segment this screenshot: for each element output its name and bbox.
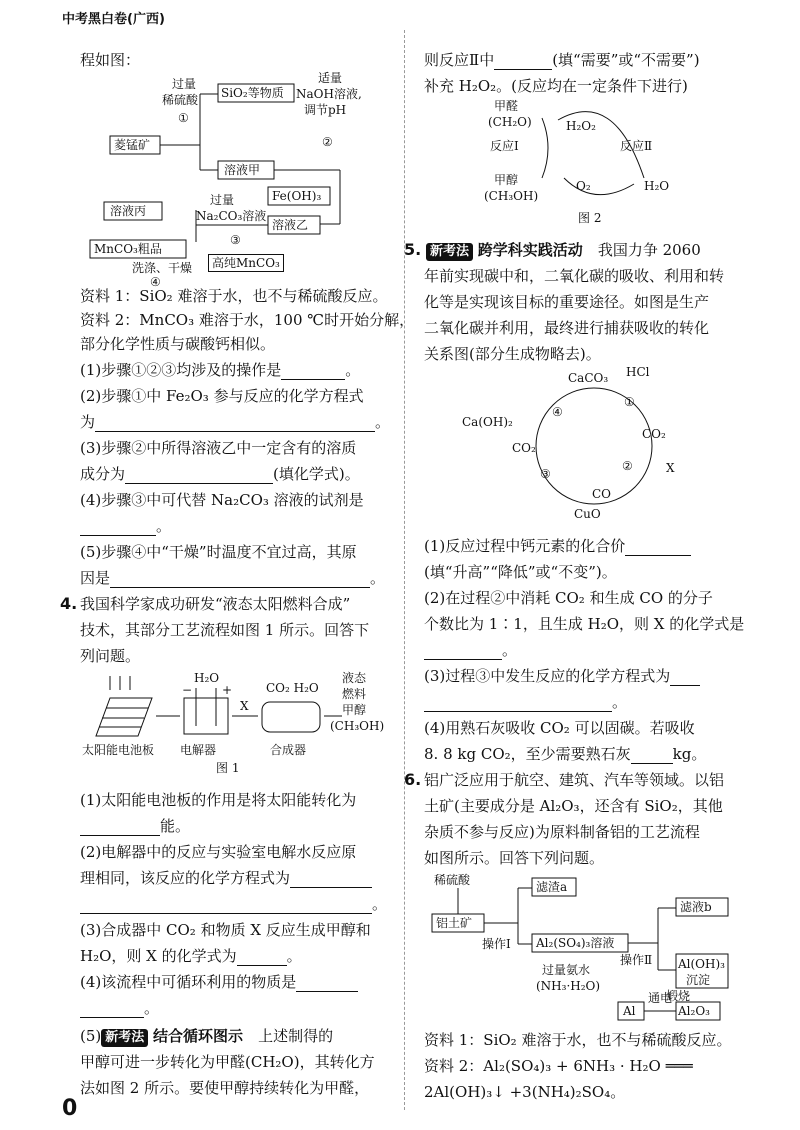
step4-marker: ④	[150, 275, 161, 289]
new-method-badge-2: 新考法	[426, 243, 473, 261]
column-divider	[404, 30, 405, 1110]
carbon-cycle-diagram	[462, 365, 714, 526]
question-5-number: 5.	[404, 240, 422, 259]
question-4-4-text: (4)该流程中可循环利用的物质是	[80, 973, 297, 991]
page-header: 中考黑白卷(广西)	[62, 12, 165, 27]
cycle-step1: ①	[624, 395, 635, 409]
reagent3-line1: 过量	[210, 193, 235, 207]
fig1-plus-label: +	[222, 683, 233, 697]
fig1-co2-label: CO₂ H₂O	[266, 681, 319, 695]
fig1-synth-label: 合成器	[270, 743, 307, 757]
question-4-1b	[80, 816, 190, 836]
pure-product-box: 高纯MnCO₃	[208, 254, 284, 272]
question-3-3a: (3)步骤②中所得溶液乙中一定含有的溶质	[80, 439, 357, 457]
question-4-stem-c: 列问题。	[80, 647, 141, 665]
flow3-ammonia2: (NH₃·H₂O)	[536, 979, 601, 993]
fig1-liquid-4: (CH₃OH)	[330, 719, 385, 733]
right-intro-2: 补充 H₂O₂。(反应均在一定条件下进行)	[424, 77, 688, 95]
question-4-1b-text: 能。	[160, 817, 191, 835]
question-6-number: 6.	[404, 770, 422, 789]
page-number: 0	[62, 1096, 78, 1121]
question-4-5c: 法如图 2 所示。要使甲醇持续转化为甲醛，	[80, 1079, 370, 1097]
question-3-2b: 为 。	[80, 413, 391, 431]
question-3-4-answer: 。	[80, 516, 171, 536]
step1-marker: ①	[178, 111, 189, 125]
flow-intro: 程如图：	[80, 51, 141, 69]
data-note-2b: 部分化学性质与碳酸钙相似。	[80, 335, 276, 353]
question-5-stem-c: 化等是实现该目标的重要途径。如图是生产	[424, 293, 710, 311]
synthesizer-shape	[262, 702, 320, 732]
question-3-5a: (5)步骤④中“干燥”时温度不宜过高，其原	[80, 543, 357, 561]
fig1-x-label: X	[240, 699, 249, 713]
question-5-stem-d: 二氧化碳并利用，最终进行捕获吸收的转化	[424, 319, 710, 337]
solar-panel-shape	[96, 698, 152, 736]
fig2-reaction2: 反应Ⅱ	[620, 139, 653, 153]
question-4-3a: (3)合成器中 CO₂ 和物质 X 反应生成甲醇和	[80, 921, 371, 939]
flow3-calcine: 煅烧	[666, 989, 691, 1003]
question-3-3b-text: 成分为	[80, 465, 126, 483]
data-note-4b: 2Al(OH)₃↓ +3(NH₄)₂SO₄。	[424, 1083, 626, 1101]
cycle-caco3: CaCO₃	[568, 371, 609, 385]
question-3-1: (1)步骤①②③均涉及的操作是 。	[80, 361, 361, 379]
question-6-stem-b: 土矿(主要成分是 Al₂O₃，还含有 SiO₂，其他	[424, 797, 723, 815]
fig2-h2o2: H₂O₂	[566, 119, 596, 133]
question-3-5b-text: 因是	[80, 569, 111, 587]
question-5-2a: (2)在过程②中消耗 CO₂ 和生成 CO 的分子	[424, 589, 713, 607]
solution-b-label: 溶液乙	[272, 218, 309, 232]
flow3-electrify: 通电	[648, 991, 673, 1005]
fig2-formaldehyde: 甲醛	[494, 99, 519, 113]
fig1-liquid-2: 燃料	[342, 687, 367, 701]
fig1-liquid-3: 甲醇	[342, 703, 367, 717]
question-4-stem-b: 技术，其部分工艺流程如图 1 所示。回答下	[80, 621, 370, 639]
cycle-cuo: CuO	[574, 507, 601, 521]
step2-marker: ②	[322, 135, 333, 149]
reagent2-line2: NaOH溶液,	[296, 87, 362, 101]
question-6-stem-c: 杂质不参与反应)为原料制备铝的工艺流程	[424, 823, 700, 841]
data-note-2a: 资料 2：MnCO₃ 难溶于水，100 ℃时开始分解，	[80, 311, 415, 329]
right-intro-1	[424, 50, 700, 70]
question-5-stem-e: 关系图(部分生成物略去)。	[424, 345, 601, 363]
reagent2-line3: 调节pH	[304, 103, 347, 117]
flow3-filtrate: 滤液b	[680, 900, 712, 914]
question-4-2b-text: 理相同，该反应的化学方程式为	[80, 869, 291, 887]
question-4-2b	[80, 868, 372, 888]
question-5-3-answer: 。	[424, 692, 627, 712]
data-note-4a: 资料 2：Al₂(SO₄)₃ + 6NH₃ · H₂O ═══	[424, 1057, 693, 1075]
new-method-badge: 新考法	[101, 1029, 148, 1047]
question-4-5a-text: 上述制得的	[258, 1027, 334, 1045]
data-note-3: 资料 1：SiO₂ 难溶于水，也不与稀硫酸反应。	[424, 1031, 732, 1049]
question-4-5b: 甲醇可进一步转化为甲醛(CH₂O)，其转化方	[80, 1053, 375, 1071]
fig2-ch2o: (CH₂O)	[488, 115, 532, 129]
question-5-1b: (填“升高”“降低”或“不变”)。	[424, 563, 617, 581]
mnco3-flow-diagram	[94, 71, 362, 289]
fig2-o2: O₂	[576, 179, 591, 193]
question-5-stem-b: 年前实现碳中和，二氧化碳的吸收、利用和转	[424, 267, 725, 285]
figure-2-diagram	[484, 98, 704, 228]
question-5-heading	[404, 240, 701, 261]
question-4-1a: (1)太阳能电池板的作用是将太阳能转化为	[80, 791, 357, 809]
wash-label: 洗涤、干燥	[132, 261, 193, 275]
fig1-minus-label: −	[182, 683, 193, 697]
question-4-number: 4.	[60, 594, 78, 613]
feoh3-label: Fe(OH)₃	[272, 189, 322, 203]
question-5-1a	[424, 536, 691, 556]
fig1-water-label: H₂O	[194, 671, 220, 685]
question-5-3-text: (3)过程③中发生反应的化学方程式为	[424, 667, 671, 685]
solution-c-label: 溶液丙	[110, 204, 147, 218]
fig1-panel-label: 太阳能电池板	[82, 743, 155, 757]
flow3-al2o3: Al₂O₃	[678, 1004, 710, 1018]
fig1-liquid-1: 液态	[342, 671, 367, 685]
question-5-3	[424, 666, 700, 686]
reagent3-line2: Na₂CO₃溶液	[196, 209, 267, 223]
question-3-5b: 因是 。	[80, 569, 386, 587]
fig2-caption: 图 2	[578, 211, 602, 225]
cycle-caoh2: Ca(OH)₂	[462, 415, 513, 429]
cycle-co2-right: CO₂	[642, 427, 666, 441]
reagent2-line1: 适量	[318, 71, 343, 85]
question-4-4-answer: 。	[80, 998, 159, 1018]
question-5-4a: (4)用熟石灰吸收 CO₂ 可以固碳。若吸收	[424, 719, 695, 737]
reagent1-line2: 稀硫酸	[162, 93, 199, 107]
cycle-co: CO	[592, 487, 612, 501]
flow3-aloh3a: Al(OH)₃	[678, 957, 725, 971]
question-5-2b: 个数比为 1∶1，且生成 H₂O，则 X 的化学式是	[424, 615, 745, 633]
flow3-aloh3b: 沉淀	[686, 973, 711, 987]
fig2-ch3oh: (CH₃OH)	[484, 189, 539, 203]
aluminum-flow-diagram	[428, 874, 738, 1024]
fig2-h2o: H₂O	[644, 179, 670, 193]
flow3-op2: 操作Ⅱ	[620, 953, 653, 967]
flow3-op1: 操作Ⅰ	[482, 937, 511, 951]
solution-a-label: 溶液甲	[224, 163, 261, 177]
right-intro-1a: 则反应Ⅱ中	[424, 51, 495, 69]
raw-material-label: 菱锰矿	[114, 138, 151, 152]
question-3-2b-text: 为	[80, 413, 96, 431]
cycle-step2: ②	[622, 459, 633, 473]
question-5-1a-text: (1)反应过程中钙元素的化合价	[424, 537, 626, 555]
question-4-4	[80, 972, 358, 992]
question-4-stem-a: 我国科学家成功研发“液态太阳燃料合成”	[80, 595, 351, 613]
question-5-stem-a: 我国力争 2060	[597, 241, 701, 259]
question-4-5-heading: (5) 新考法 结合循环图示 上述制得的	[80, 1027, 334, 1045]
question-5-4b	[424, 744, 706, 764]
question-4-2c: 。	[80, 894, 387, 914]
question-3-2a: (2)步骤①中 Fe₂O₃ 参与反应的化学方程式	[80, 387, 364, 405]
flow3-ore: 铝土矿	[436, 916, 473, 930]
question-6-stem-a: 铝广泛应用于航空、建筑、汽车等领域。以铝	[424, 771, 725, 789]
crude-label: MnCO₃粗品	[94, 242, 162, 256]
data-note-1: 资料 1：SiO₂ 难溶于水，也不与稀硫酸反应。	[80, 287, 388, 305]
question-4-3b-text: H₂O，则 X 的化学式为	[80, 947, 237, 965]
right-intro-1b: (填“需要”或“不需要”)	[552, 51, 700, 69]
cycle-hcl: HCl	[626, 365, 650, 379]
question-6-stem-d: 如图所示。回答下列问题。	[424, 849, 605, 867]
question-5-4b-text: 8. 8 kg CO₂，至少需要熟石灰	[424, 745, 631, 763]
fig2-reaction1: 反应Ⅰ	[490, 139, 519, 153]
fig1-electrolyzer-label: 电解器	[180, 743, 217, 757]
question-3-1-text: (1)步骤①②③均涉及的操作是	[80, 361, 282, 379]
figure-1-diagram	[80, 668, 392, 778]
flow3-acid: 稀硫酸	[434, 873, 471, 887]
question-4-5-title: 结合循环图示	[153, 1027, 244, 1045]
question-3-3c-text: (填化学式)。	[273, 465, 360, 483]
cycle-step4: ④	[552, 405, 563, 419]
flow3-residue: 滤渣a	[536, 880, 568, 894]
flow3-ammonia1: 过量氨水	[542, 963, 591, 977]
fig1-caption: 图 1	[216, 761, 240, 775]
question-5-title: 跨学科实践活动	[477, 241, 583, 259]
flow3-al2so4: Al₂(SO₄)₃溶液	[536, 936, 615, 950]
electrolyzer-shape	[184, 698, 228, 734]
cycle-step3: ③	[540, 467, 551, 481]
step3-marker: ③	[230, 233, 241, 247]
sio2-label: SiO₂等物质	[221, 86, 284, 100]
flow3-al: Al	[623, 1004, 636, 1018]
question-5-2-answer: 。	[424, 640, 517, 660]
fig2-methanol: 甲醇	[494, 173, 519, 187]
cycle-x: X	[666, 461, 675, 475]
question-4-2a: (2)电解器中的反应与实验室电解水反应原	[80, 843, 357, 861]
reagent1-line1: 过量	[172, 77, 197, 91]
cycle-co2-left: CO₂	[512, 441, 536, 455]
question-5-4c-text: kg。	[672, 745, 707, 763]
question-4-3b: H₂O，则 X 的化学式为 。	[80, 947, 302, 965]
question-3-3b	[80, 464, 360, 484]
question-3-4: (4)步骤③中可代替 Na₂CO₃ 溶液的试剂是	[80, 491, 364, 509]
